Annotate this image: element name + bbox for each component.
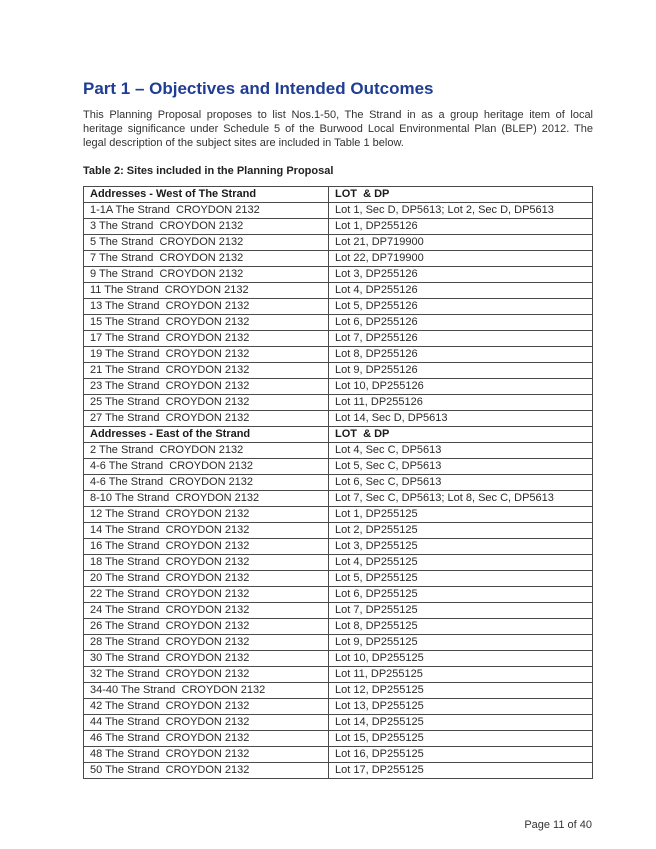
site-row [84, 746, 593, 762]
address-cell: 7 The Strand CROYDON 2132 [84, 250, 329, 266]
lotdp-cell: Lot 9, DP255126 [329, 362, 593, 378]
site-row [84, 730, 593, 746]
address-cell: 46 The Strand CROYDON 2132 [84, 730, 329, 746]
lotdp-cell: Lot 7, DP255126 [329, 330, 593, 346]
address-cell: 21 The Strand CROYDON 2132 [84, 362, 329, 378]
address-cell: 32 The Strand CROYDON 2132 [84, 666, 329, 682]
lotdp-cell: Lot 2, DP255125 [329, 522, 593, 538]
lotdp-header-cell: LOT & DP [329, 186, 593, 202]
address-cell: 25 The Strand CROYDON 2132 [84, 394, 329, 410]
site-row [84, 234, 593, 250]
lotdp-cell: Lot 7, DP255125 [329, 602, 593, 618]
site-row [84, 362, 593, 378]
address-cell: 20 The Strand CROYDON 2132 [84, 570, 329, 586]
address-cell: 42 The Strand CROYDON 2132 [84, 698, 329, 714]
address-cell: 2 The Strand CROYDON 2132 [84, 442, 329, 458]
lotdp-cell: Lot 14, DP255125 [329, 714, 593, 730]
address-cell: 19 The Strand CROYDON 2132 [84, 346, 329, 362]
site-row [84, 762, 593, 778]
lotdp-cell: Lot 5, DP255126 [329, 298, 593, 314]
lotdp-cell: Lot 11, DP255125 [329, 666, 593, 682]
address-header-cell: Addresses - West of The Strand [84, 186, 329, 202]
lotdp-cell: Lot 7, Sec C, DP5613; Lot 8, Sec C, DP5613 [329, 490, 593, 506]
lotdp-header-cell: LOT & DP [329, 426, 593, 442]
address-cell: 3 The Strand CROYDON 2132 [84, 218, 329, 234]
lotdp-cell: Lot 16, DP255125 [329, 746, 593, 762]
sites-table [83, 186, 593, 779]
site-row [84, 314, 593, 330]
address-cell: 28 The Strand CROYDON 2132 [84, 634, 329, 650]
site-row [84, 458, 593, 474]
address-cell: 24 The Strand CROYDON 2132 [84, 602, 329, 618]
address-cell: 17 The Strand CROYDON 2132 [84, 330, 329, 346]
address-cell: 48 The Strand CROYDON 2132 [84, 746, 329, 762]
lotdp-cell: Lot 1, DP255125 [329, 506, 593, 522]
site-row [84, 346, 593, 362]
address-cell: 16 The Strand CROYDON 2132 [84, 538, 329, 554]
section-header-row [84, 426, 593, 442]
lotdp-cell: Lot 8, DP255126 [329, 346, 593, 362]
site-row [84, 410, 593, 426]
address-cell: 22 The Strand CROYDON 2132 [84, 586, 329, 602]
site-row [84, 218, 593, 234]
site-row [84, 378, 593, 394]
site-row [84, 506, 593, 522]
site-row [84, 490, 593, 506]
section-header-row [84, 186, 593, 202]
site-row [84, 602, 593, 618]
address-cell: 50 The Strand CROYDON 2132 [84, 762, 329, 778]
page-title: Part 1 – Objectives and Intended Outcomes [83, 79, 434, 98]
address-cell: 44 The Strand CROYDON 2132 [84, 714, 329, 730]
site-row [84, 522, 593, 538]
lotdp-cell: Lot 4, DP255125 [329, 554, 593, 570]
site-row [84, 682, 593, 698]
site-row [84, 650, 593, 666]
site-row [84, 666, 593, 682]
page-content [83, 0, 593, 779]
lotdp-cell: Lot 8, DP255125 [329, 618, 593, 634]
lotdp-cell: Lot 10, DP255126 [329, 378, 593, 394]
site-row [84, 202, 593, 218]
address-cell: 12 The Strand CROYDON 2132 [84, 506, 329, 522]
lotdp-cell: Lot 12, DP255125 [329, 682, 593, 698]
intro-paragraph: This Planning Proposal proposes to list Nos.1-50, The Strand in as a group heritage item of local heritage significance under Schedule 5 of the Burwood Local Environmental Plan (BLEP) 2012. The legal description of the subject sites are included in Table 1 below. [83, 109, 593, 149]
address-cell: 4-6 The Strand CROYDON 2132 [84, 458, 329, 474]
lotdp-cell: Lot 4, DP255126 [329, 282, 593, 298]
lotdp-cell: Lot 14, Sec D, DP5613 [329, 410, 593, 426]
address-cell: 27 The Strand CROYDON 2132 [84, 410, 329, 426]
lotdp-cell: Lot 10, DP255125 [329, 650, 593, 666]
address-cell: 11 The Strand CROYDON 2132 [84, 282, 329, 298]
site-row [84, 714, 593, 730]
site-row [84, 618, 593, 634]
lotdp-cell: Lot 6, Sec C, DP5613 [329, 474, 593, 490]
address-header-cell: Addresses - East of the Strand [84, 426, 329, 442]
address-cell: 34-40 The Strand CROYDON 2132 [84, 682, 329, 698]
site-row [84, 298, 593, 314]
address-cell: 18 The Strand CROYDON 2132 [84, 554, 329, 570]
lotdp-cell: Lot 5, DP255125 [329, 570, 593, 586]
table-caption: Table 2: Sites included in the Planning Proposal [83, 164, 334, 177]
site-row [84, 570, 593, 586]
lotdp-cell: Lot 17, DP255125 [329, 762, 593, 778]
site-row [84, 538, 593, 554]
site-row [84, 474, 593, 490]
lotdp-cell: Lot 9, DP255125 [329, 634, 593, 650]
address-cell: 30 The Strand CROYDON 2132 [84, 650, 329, 666]
lotdp-cell: Lot 1, DP255126 [329, 218, 593, 234]
lotdp-cell: Lot 4, Sec C, DP5613 [329, 442, 593, 458]
address-cell: 1-1A The Strand CROYDON 2132 [84, 202, 329, 218]
site-row [84, 250, 593, 266]
address-cell: 14 The Strand CROYDON 2132 [84, 522, 329, 538]
lotdp-cell: Lot 11, DP255126 [329, 394, 593, 410]
site-row [84, 282, 593, 298]
site-row [84, 554, 593, 570]
site-row [84, 330, 593, 346]
address-cell: 15 The Strand CROYDON 2132 [84, 314, 329, 330]
address-cell: 13 The Strand CROYDON 2132 [84, 298, 329, 314]
page-number: Page 11 of 40 [524, 819, 592, 831]
lotdp-cell: Lot 3, DP255125 [329, 538, 593, 554]
site-row [84, 442, 593, 458]
address-cell: 8-10 The Strand CROYDON 2132 [84, 490, 329, 506]
site-row [84, 698, 593, 714]
site-row [84, 634, 593, 650]
lotdp-cell: Lot 15, DP255125 [329, 730, 593, 746]
lotdp-cell: Lot 13, DP255125 [329, 698, 593, 714]
lotdp-cell: Lot 22, DP719900 [329, 250, 593, 266]
site-row [84, 394, 593, 410]
address-cell: 23 The Strand CROYDON 2132 [84, 378, 329, 394]
address-cell: 4-6 The Strand CROYDON 2132 [84, 474, 329, 490]
address-cell: 5 The Strand CROYDON 2132 [84, 234, 329, 250]
address-cell: 26 The Strand CROYDON 2132 [84, 618, 329, 634]
site-row [84, 586, 593, 602]
site-row [84, 266, 593, 282]
lotdp-cell: Lot 21, DP719900 [329, 234, 593, 250]
lotdp-cell: Lot 1, Sec D, DP5613; Lot 2, Sec D, DP5613 [329, 202, 593, 218]
lotdp-cell: Lot 5, Sec C, DP5613 [329, 458, 593, 474]
lotdp-cell: Lot 3, DP255126 [329, 266, 593, 282]
sites-table-body [84, 186, 593, 778]
lotdp-cell: Lot 6, DP255126 [329, 314, 593, 330]
lotdp-cell: Lot 6, DP255125 [329, 586, 593, 602]
address-cell: 9 The Strand CROYDON 2132 [84, 266, 329, 282]
